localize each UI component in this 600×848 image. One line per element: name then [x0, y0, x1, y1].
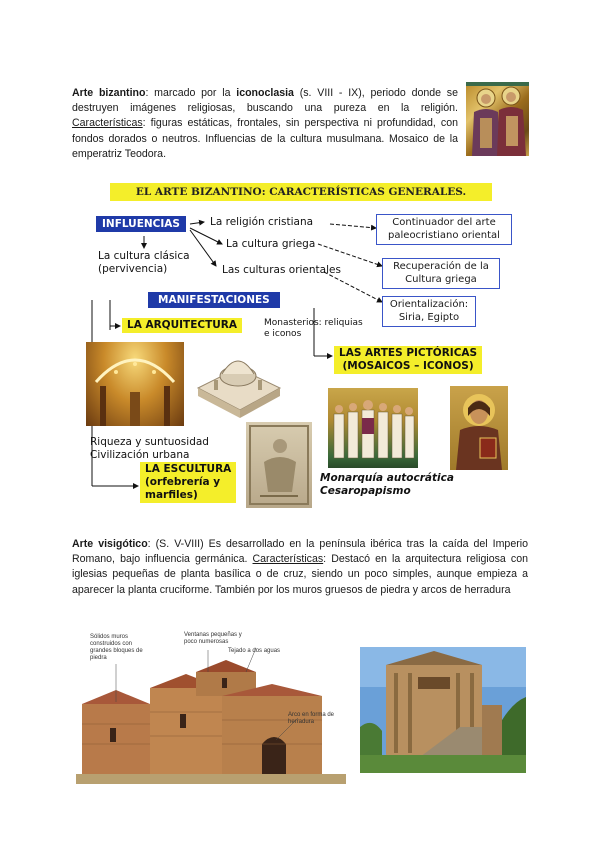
- escultura-tag: [140, 462, 236, 503]
- iglesia-visigoda-image: [76, 632, 346, 784]
- pictoricas-line-1: LAS ARTES PICTÓRICAS: [339, 347, 478, 359]
- pantocrator-icon-image: [450, 386, 508, 470]
- continuador-box: [376, 214, 512, 245]
- bizantino-title: Arte bizantino: [72, 87, 146, 99]
- recuperacion-line-2: Cultura griega: [405, 273, 477, 285]
- riqueza-line-1: Riqueza y suntuosidad: [90, 436, 209, 448]
- visigotico-paragraph: [72, 537, 528, 598]
- santa-cristina-image: [360, 647, 526, 773]
- monarquia-line-1: Monarquía autocrática: [320, 472, 454, 484]
- escultura-line-3: marfiles): [145, 489, 198, 501]
- riqueza-text: [90, 436, 209, 462]
- recuperacion-box: [382, 258, 500, 289]
- pictoricas-line-2: (MOSAICOS – ICONOS): [342, 360, 474, 372]
- orientalizacion-box: [382, 296, 476, 327]
- label-tejado: Tejado a dos aguas: [228, 648, 281, 654]
- label-muros: Sólidos muros construidos con grandes bloques de piedra: [90, 634, 143, 661]
- cultura-clasica-line-2: (pervivencia): [98, 263, 168, 275]
- manifestaciones-tag: MANIFESTACIONES: [148, 292, 280, 308]
- diagram-banner: EL ARTE BIZANTINO: CARACTERÍSTICAS GENERALES.: [110, 183, 492, 201]
- visigotico-text-2: : Destacó en la arquitectura religiosa con iglesias pequeñas de planta basílica o de cruz, siendo un poco simples, aunque empieza a aparecer la planta cruciforme. También por los muros gruesos de piedra y arcos de herradura: [72, 553, 528, 596]
- iconoclasia-term: iconoclasia: [236, 87, 294, 99]
- label-arco: Arco en forma de herradura: [288, 712, 335, 725]
- orientalizacion-line-2: Siria, Egipto: [398, 311, 460, 323]
- escultura-line-2: (orfebrería y: [145, 476, 221, 488]
- monasterios-line-1: Monasterios: reliquias: [264, 318, 363, 328]
- hagia-sophia-model-image: [190, 340, 286, 420]
- recuperacion-line-1: Recuperación de la: [393, 261, 489, 272]
- justiniano-mosaic-image: [328, 388, 418, 468]
- orientalizacion-line-1: Orientalización:: [389, 299, 469, 310]
- cultura-clasica-line-1: La cultura clásica: [98, 250, 190, 262]
- culturas-orientales: Las culturas orientales: [222, 264, 341, 276]
- monarquia-text: [320, 472, 454, 498]
- bizantino-diagram: [86, 180, 520, 512]
- monasterios-text: [264, 318, 363, 340]
- riqueza-line-2: Civilización urbana: [90, 449, 190, 461]
- bizantino-text-3: : figuras estáticas, frontales, sin perspectiva ni profundidad, con fondos dorados o neutros. Influencias de la cultura musulmana. Mosaico de la emperatriz Teodora.: [72, 117, 458, 160]
- artes-pictoricas-tag: [334, 346, 482, 374]
- label-ventanas: Ventanas pequeñas y poco numerosas: [184, 632, 242, 645]
- arquitectura-tag: LA ARQUITECTURA: [122, 318, 242, 333]
- monarquia-line-2: Cesaropapismo: [320, 485, 411, 497]
- cultura-clasica: [98, 250, 190, 276]
- bizantino-text-2: (s. VIII - IX), periodo donde se destruyen imágenes religiosas, buscando una pureza en la religión.: [72, 87, 458, 115]
- bizantino-text-1: : marcado por la: [145, 87, 237, 99]
- teodora-mosaic-image: [466, 82, 529, 156]
- bizantino-paragraph: [72, 86, 458, 162]
- caracteristicas-label: Características: [72, 117, 143, 130]
- cultura-griega: La cultura griega: [226, 238, 316, 250]
- caracteristicas-label-2: Características: [252, 553, 324, 566]
- visigotico-title: Arte visigótico: [72, 538, 148, 550]
- religion-cristiana: La religión cristiana: [210, 216, 314, 228]
- continuador-line-1: Continuador del arte: [392, 217, 496, 228]
- visigotico-text-1: : (S. V-VIII) Es desarrollado en la península ibérica tras la caída del Imperio Romano, bajo influencia germánica.: [72, 538, 528, 566]
- escultura-line-1: LA ESCULTURA: [145, 463, 232, 475]
- influencias-tag: INFLUENCIAS: [96, 216, 186, 232]
- continuador-line-2: paleocristiano oriental: [388, 229, 500, 241]
- monasterios-line-2: e iconos: [264, 329, 302, 339]
- marfil-image: [246, 422, 312, 508]
- hagia-sophia-interior-image: [86, 342, 184, 426]
